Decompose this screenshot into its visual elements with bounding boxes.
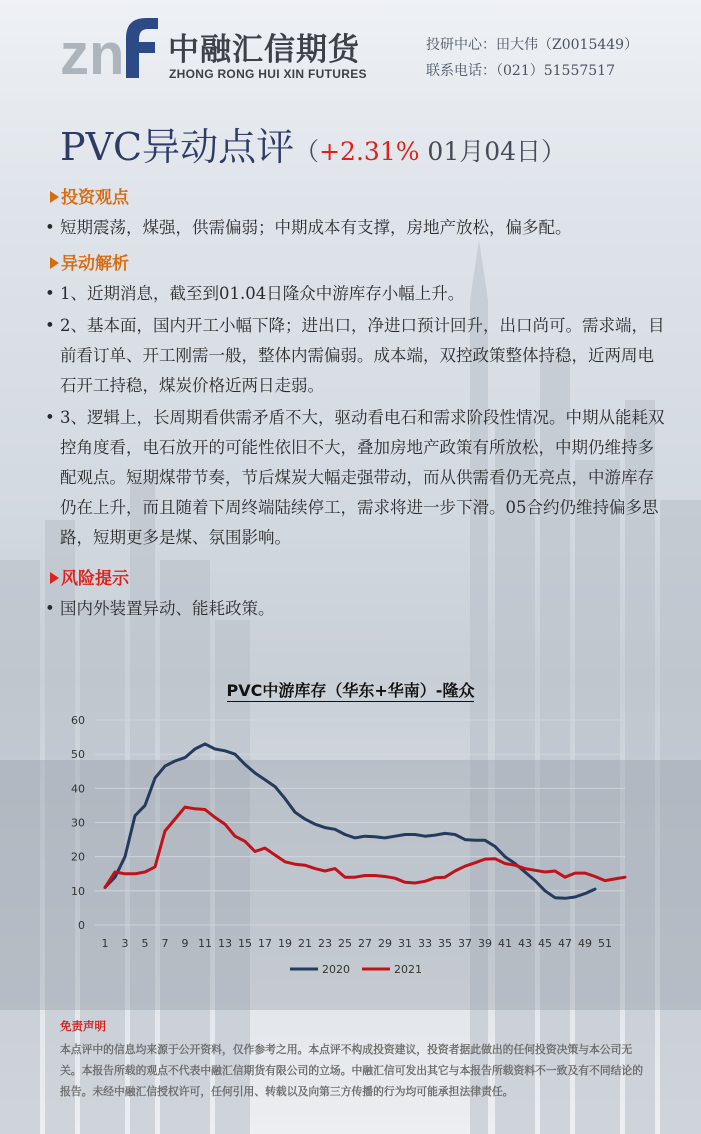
legend-label-2021: 2021 (394, 963, 422, 976)
series-line-2021 (105, 807, 625, 887)
legend-label-2020: 2020 (322, 963, 350, 976)
bullet-dot-icon: • (45, 218, 55, 237)
chart-title (0, 678, 701, 701)
analysis-bullet-2 (45, 311, 665, 401)
x-tick-label-13: 13 (218, 937, 232, 950)
analysis-bullet-2-text: 2、基本面，国内开工小幅下降；进出口，净进口预计回升，出口尚可。需求端，目前看订单、开工刚需一般，整体内需偏弱。成本端，双控政策整体持稳，近两周电石开工持稳，煤炭价格近两日走弱。 (60, 316, 665, 395)
x-tick-label-33: 33 (418, 937, 432, 950)
y-tick-label-10: 10 (71, 884, 85, 898)
x-tick-label-41: 41 (498, 937, 512, 950)
y-tick-label-50: 50 (71, 748, 85, 762)
risk-bullet (45, 594, 665, 624)
y-tick-label-60: 60 (71, 714, 85, 727)
x-tick-label-35: 35 (438, 937, 452, 950)
contact-phone-value: （021）51557517 (496, 63, 615, 79)
contact-phone (426, 58, 638, 84)
arrow-right-icon (50, 191, 59, 203)
logo-mark-zn: zn (60, 22, 125, 82)
logo-text-en: ZHONG RONG HUI XIN FUTURES (169, 67, 367, 81)
title-date: 01月04日） (419, 137, 567, 166)
x-tick-label-49: 49 (578, 937, 592, 950)
disclaimer-text: 本点评中的信息均来源于公开资料，仅作参考之用。本点评不构成投资建议，投资者据此做出的任何投资决策与本公司无关。本报告所载的观点不代表中融汇信期货有限公司的立场。中融汇信可发出其它与本报告所载资料不一致及有不同结论的报告。未经中融汇信授权许可，任何引用、转载以及向第三方传播的行为均可能承担法律责任。 (60, 1043, 644, 1098)
x-tick-label-39: 39 (478, 937, 492, 950)
arrow-right-icon (50, 257, 59, 269)
x-tick-label-11: 11 (198, 937, 212, 950)
x-tick-label-7: 7 (161, 937, 169, 950)
section-heading-view-text: 投资观点 (61, 188, 129, 208)
logo-text-cn: 中融汇信期货 (168, 32, 360, 68)
bullet-dot-icon: • (45, 408, 55, 427)
page-title (60, 116, 566, 171)
x-tick-label-27: 27 (358, 937, 372, 950)
contact-researcher-label: 投研中心： (426, 37, 496, 53)
x-tick-label-47: 47 (558, 937, 572, 950)
x-tick-label-21: 21 (298, 937, 312, 950)
y-tick-label-40: 40 (71, 782, 85, 796)
bullet-dot-icon: • (45, 316, 55, 335)
title-paren: （ (294, 137, 320, 166)
analysis-bullet-1 (45, 279, 665, 309)
analysis-bullet-3 (45, 403, 665, 553)
znf-logo-mark (60, 12, 165, 82)
risk-bullet-text: 国内外装置异动、能耗政策。 (60, 599, 275, 618)
analysis-bullet-3-text: 3、逻辑上，长周期看供需矛盾不大，驱动看电石和需求阶段性情况。中期从能耗双控角度看，电石放开的可能性依旧不大，叠加房地产政策有所放松，中期仍维持多配观点。短期煤带节奏，节后煤炭大幅走强带动，而从供需看仍无亮点，中游库存仍在上升，而且随着下周终端陆续停工，需求将进一步下滑。05合约仍维持偏多思路，短期更多是煤、氛围影响。 (60, 408, 665, 547)
chart-title-text: PVC中游库存（华东+华南）-隆众 (226, 681, 475, 700)
view-bullet-text: 短期震荡，煤强，供需偏弱；中期成本有支撑，房地产放松，偏多配。 (60, 218, 572, 237)
analysis-bullet-1-text: 1、近期消息，截至到01.04日隆众中游库存小幅上升。 (60, 284, 465, 303)
bullet-dot-icon: • (45, 599, 55, 618)
section-heading-risk (50, 564, 129, 589)
x-tick-label-19: 19 (278, 937, 292, 950)
x-tick-label-17: 17 (258, 937, 272, 950)
x-tick-label-3: 3 (121, 937, 129, 950)
logo-mark-f (126, 18, 158, 78)
section-heading-view (50, 183, 129, 208)
x-tick-label-29: 29 (378, 937, 392, 950)
company-logo (60, 12, 380, 82)
series-line-2020 (105, 744, 595, 898)
y-tick-label-30: 30 (71, 816, 85, 830)
x-tick-label-9: 9 (181, 937, 189, 950)
x-tick-label-5: 5 (141, 937, 149, 950)
contact-researcher (426, 32, 638, 58)
arrow-right-icon (50, 572, 59, 584)
x-tick-label-15: 15 (238, 937, 252, 950)
x-tick-label-25: 25 (338, 937, 352, 950)
contact-phone-label: 联系电话： (426, 63, 496, 79)
x-tick-label-43: 43 (518, 937, 532, 950)
section-heading-risk-text: 风险提示 (61, 569, 129, 589)
disclaimer-title: 免责声明 (60, 1019, 106, 1033)
y-tick-label-0: 0 (78, 919, 85, 932)
contact-info (426, 32, 638, 84)
section-heading-analysis-text: 异动解析 (61, 254, 129, 274)
x-tick-label-23: 23 (318, 937, 332, 950)
x-tick-label-1: 1 (101, 937, 109, 950)
contact-researcher-value: 田大伟（Z0015449） (496, 37, 639, 53)
title-change-pct: +2.31% (319, 137, 420, 166)
x-tick-label-31: 31 (398, 937, 412, 950)
section-heading-analysis (50, 249, 129, 274)
x-tick-label-51: 51 (598, 937, 612, 950)
x-tick-label-45: 45 (538, 937, 552, 950)
inventory-line-chart (0, 700, 701, 990)
view-bullet (45, 213, 665, 243)
x-tick-label-37: 37 (458, 937, 472, 950)
title-main: PVC异动点评 (60, 125, 295, 169)
y-tick-label-20: 20 (71, 850, 85, 864)
bullet-dot-icon: • (45, 284, 55, 303)
